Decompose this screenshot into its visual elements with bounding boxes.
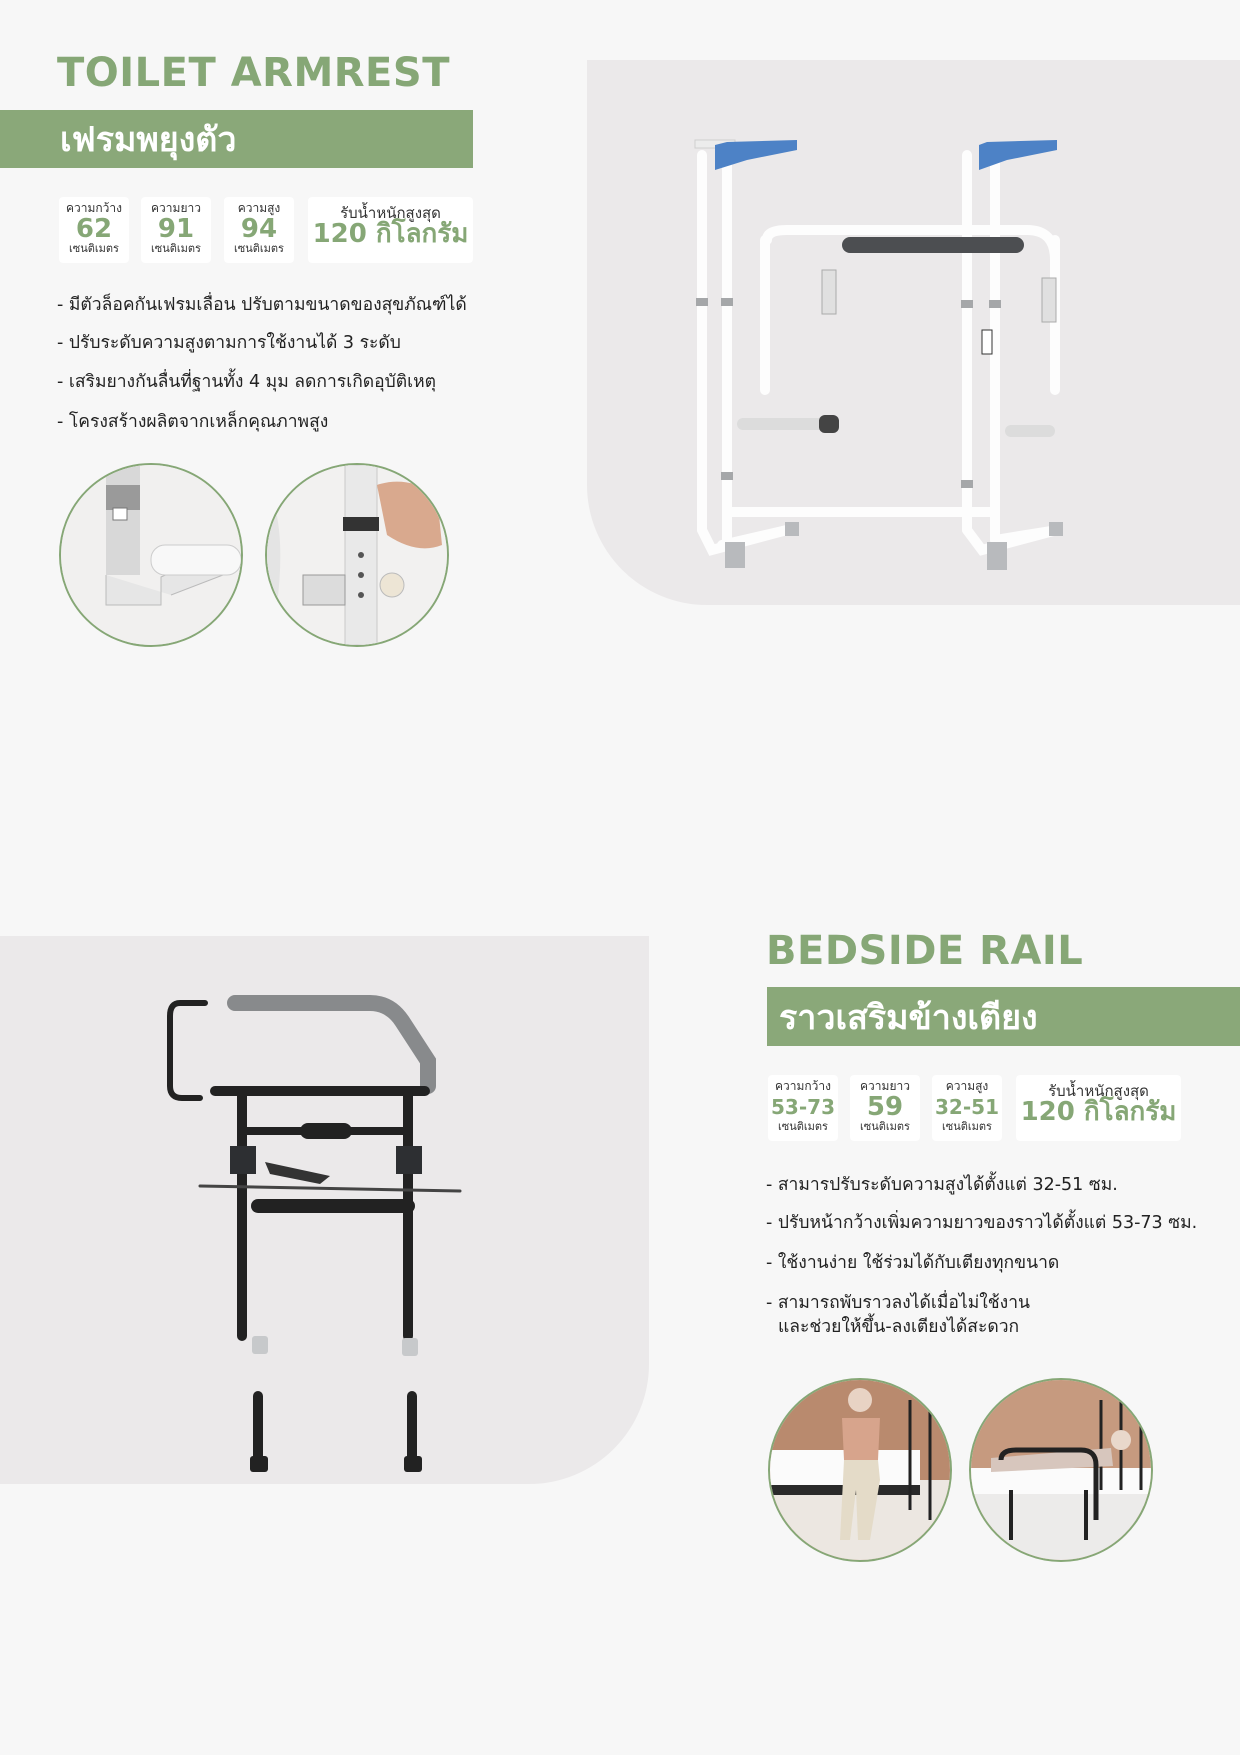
spec-value: 120 กิโลกรัม <box>1020 1097 1177 1127</box>
spec-unit: เซนติเมตร <box>234 242 284 255</box>
bedside-product-panel <box>0 936 649 1484</box>
bedside-photo-sitting <box>768 1378 952 1562</box>
list-item: - สามารถพับราวลงได้เมื่อไม่ใช้งาน <box>766 1293 1030 1313</box>
bedside-spec-height <box>932 1075 1002 1141</box>
bedside-spec-length <box>850 1075 920 1141</box>
bedside-title-en: BEDSIDE RAIL <box>766 928 1084 974</box>
bedside-rail-image <box>0 936 649 1484</box>
toilet-spec-length <box>141 197 211 263</box>
toilet-title-th-text: เฟรมพยุงตัว <box>60 120 237 160</box>
toilet-spec-width <box>59 197 129 263</box>
spec-label: ความยาว <box>860 1079 910 1093</box>
list-item: - โครงสร้างผลิตจากเหล็กคุณภาพสูง <box>57 412 329 432</box>
spec-value: 91 <box>157 214 195 244</box>
list-item: - ปรับหน้ากว้างเพิ่มความยาวของราวได้ตั้งแต่ 53-73 ซม. <box>766 1213 1198 1233</box>
spec-value: 94 <box>240 214 278 244</box>
spec-value: 120 กิโลกรัม <box>312 219 469 249</box>
spec-label: ความสูง <box>237 201 281 215</box>
spec-label: ความสูง <box>945 1079 989 1093</box>
spec-label: รับน้ำหนักสูงสุด <box>1048 1082 1149 1100</box>
spec-label: ความกว้าง <box>65 201 122 215</box>
bedside-title-th <box>767 987 1240 1046</box>
toilet-spec-max-weight <box>308 197 473 263</box>
spec-unit: เซนติเมตร <box>942 1120 992 1133</box>
spec-value: 53-73 <box>771 1095 835 1119</box>
armrest-joint-illustration <box>61 465 241 645</box>
toilet-feature-list <box>57 290 497 443</box>
person-lying-illustration <box>971 1380 1151 1560</box>
spec-label: ความกว้าง <box>774 1079 831 1093</box>
spec-unit: เซนติเมตร <box>69 242 119 255</box>
list-item: - ปรับระดับความสูงตามการใช้งานได้ 3 ระดับ <box>57 333 401 353</box>
spec-value: 32-51 <box>935 1095 999 1119</box>
toilet-detail-photo-lock <box>265 463 449 647</box>
list-item: และช่วยให้ขึ้น-ลงเตียงได้สะดวก <box>778 1317 1020 1337</box>
spec-unit: เซนติเมตร <box>778 1120 828 1133</box>
spec-unit: เซนติเมตร <box>860 1120 910 1133</box>
height-lock-illustration <box>267 465 447 645</box>
toilet-armrest-image <box>587 60 1240 605</box>
list-item: - เสริมยางกันลื่นที่ฐานทั้ง 4 มุม ลดการเกิดอุบัติเหตุ <box>57 372 437 392</box>
toilet-product-panel <box>587 60 1240 605</box>
bedside-feature-list <box>766 1170 1226 1336</box>
spec-label: ความยาว <box>151 201 201 215</box>
toilet-spec-height <box>224 197 294 263</box>
list-item: - ใช้งานง่าย ใช้ร่วมได้กับเตียงทุกขนาด <box>766 1253 1060 1273</box>
list-item: - สามารปรับระดับความสูงได้ตั้งแต่ 32-51 ซม. <box>766 1175 1118 1195</box>
spec-label: รับน้ำหนักสูงสุด <box>340 204 441 222</box>
toilet-title-en: TOILET ARMREST <box>57 50 450 96</box>
woman-sitting-illustration <box>770 1380 950 1560</box>
toilet-detail-photo-pad <box>59 463 243 647</box>
bedside-spec-max-weight <box>1016 1075 1181 1141</box>
bedside-title-th-text: ราวเสริมข้างเตียง <box>779 997 1038 1038</box>
toilet-title-th <box>0 110 473 168</box>
spec-unit: เซนติเมตร <box>151 242 201 255</box>
list-item: - มีตัวล็อคกันเฟรมเลื่อน ปรับตามขนาดของสุขภัณฑ์ได้ <box>57 295 467 315</box>
bedside-spec-width <box>768 1075 838 1141</box>
bedside-photo-lying <box>969 1378 1153 1562</box>
spec-value: 62 <box>75 214 113 244</box>
spec-value: 59 <box>866 1092 904 1122</box>
